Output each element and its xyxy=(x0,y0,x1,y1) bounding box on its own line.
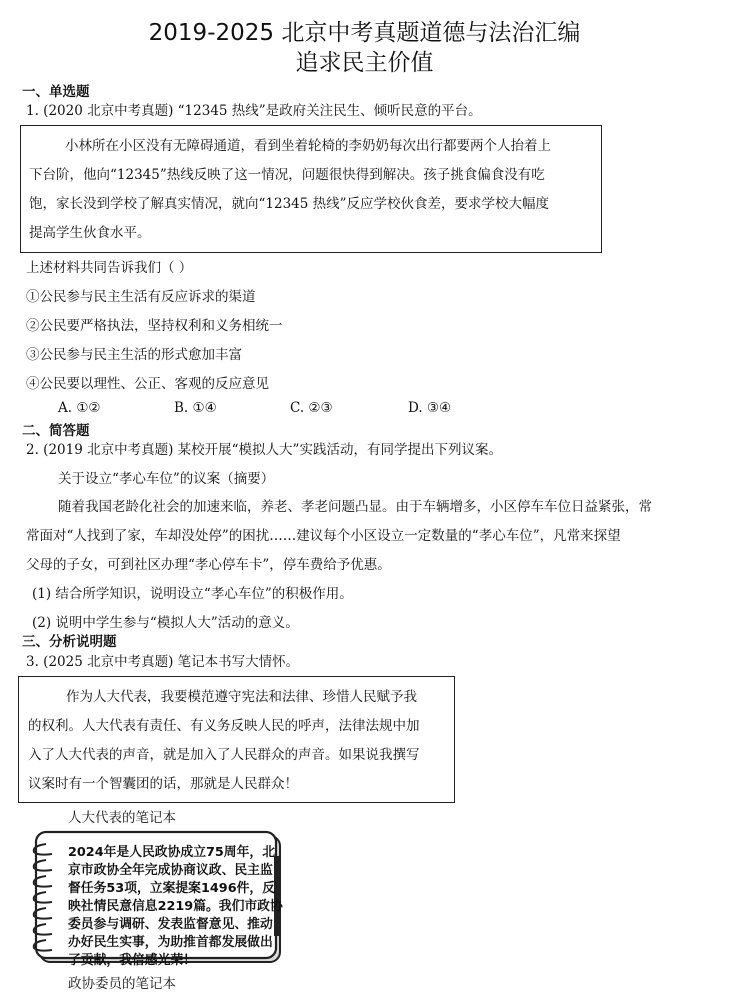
q2-proposal-line: 父母的子女，可到社区办理“孝心停车卡”，停车费给予优惠。 xyxy=(26,557,391,573)
q2-proposal-title: 关于设立“孝心车位”的议案（摘要） xyxy=(58,471,275,487)
q1-prompt: 上述材料共同告诉我们（ ） xyxy=(26,260,193,276)
q1-option-c[interactable]: C. ②③ xyxy=(290,400,333,416)
section-heading-analysis: 三、分析说明题 xyxy=(22,634,117,650)
cppcc-notebook-line: 京市政协全年完成协商议政、民主监 xyxy=(68,863,273,878)
cppcc-notebook-line: 委员参与调研、发表监督意见、推动 xyxy=(68,917,273,932)
deputy-notebook-line: 议案时有一个智囊团的话，那就是人民群众！ xyxy=(28,776,298,792)
deputy-notebook-caption: 人大代表的笔记本 xyxy=(68,810,176,826)
section-heading-single-choice: 一、单选题 xyxy=(22,84,90,100)
deputy-notebook-line: 作为人大代表，我要模范遵守宪法和法律、珍惜人民赋予我 xyxy=(66,689,417,705)
cppcc-notebook-line: 办好民生实事，为助推首都发展做出 xyxy=(68,935,273,950)
doc-title-line2: 追求民主价值 xyxy=(295,50,434,76)
deputy-notebook-box xyxy=(18,676,455,803)
q1-option-d[interactable]: D. ③④ xyxy=(408,400,452,416)
q1-statement: ④公民要以理性、公正、客观的反应意见 xyxy=(26,376,269,392)
q2-sub-question-2: (2) 说明中学生参与“模拟人大”活动的意义。 xyxy=(32,615,299,631)
deputy-notebook-line: 入了人大代表的声音，就是加入了人民群众的声音。如果说我撰写 xyxy=(28,747,420,763)
q2-proposal-line: 常面对“人找到了家，车却没处停”的困扰……建议每个小区设立一定数量的“孝心车位”，凡常来探望 xyxy=(26,528,621,544)
q1-statement: ②公民要严格执法，坚持权利和义务相统一 xyxy=(26,318,283,334)
q1-stem: 1. (2020 北京中考真题) “12345 热线”是政府关注民生、倾听民意的平台。 xyxy=(26,103,482,119)
q2-sub-question-1: (1) 结合所学知识，说明设立“孝心车位”的积极作用。 xyxy=(32,586,353,602)
q2-proposal-line: 随着我国老龄化社会的加速来临，养老、孝老问题凸显。由于车辆增多，小区停车车位日益紧张，常 xyxy=(58,499,652,515)
q3-stem: 3. (2025 北京中考真题) 笔记本书写大情怀。 xyxy=(26,654,300,670)
section-heading-short-answer: 二、简答题 xyxy=(22,423,90,439)
q1-option-a[interactable]: A. ①② xyxy=(58,400,101,416)
q1-option-b[interactable]: B. ①④ xyxy=(174,400,217,416)
q1-material-line: 小林所在小区没有无障碍通道，看到坐着轮椅的李奶奶每次出行都要两个人抬着上 xyxy=(65,138,551,154)
q1-statement: ①公民参与民主生活有反应诉求的渠道 xyxy=(26,289,256,305)
deputy-notebook-line: 的权利。人大代表有责任、有义务反映人民的呼声，法律法规中加 xyxy=(28,718,420,734)
cppcc-notebook-line: 督任务53项，立案提案1496件，反 xyxy=(68,881,275,896)
q1-material-line: 饱，家长没到学校了解真实情况，就向“12345 热线”反应学校伙食差，要求学校大幅度 xyxy=(29,196,550,212)
doc-title-line1: 2019-2025 北京中考真题道德与法治汇编 xyxy=(148,20,581,46)
cppcc-notebook-illustration xyxy=(30,830,284,968)
cppcc-notebook-caption: 政协委员的笔记本 xyxy=(68,976,176,992)
q1-material-line: 下台阶，他向“12345”热线反映了这一情况，问题很快得到解决。孩子挑食偏食没有吃 xyxy=(29,167,545,183)
cppcc-notebook-line: 映社情民意信息2219篇。我们市政协 xyxy=(68,899,283,914)
cppcc-notebook-line: 了贡献，我倍感光荣！ xyxy=(68,953,196,968)
cppcc-notebook-line: 2024年是人民政协成立75周年，北 xyxy=(68,845,275,860)
q2-stem: 2. (2019 北京中考真题) 某校开展“模拟人大”实践活动，有同学提出下列议案。 xyxy=(26,442,502,458)
q1-material-box xyxy=(20,125,602,253)
q1-material-line: 提高学生伙食水平。 xyxy=(29,225,151,241)
q1-statement: ③公民参与民主生活的形式愈加丰富 xyxy=(26,347,242,363)
